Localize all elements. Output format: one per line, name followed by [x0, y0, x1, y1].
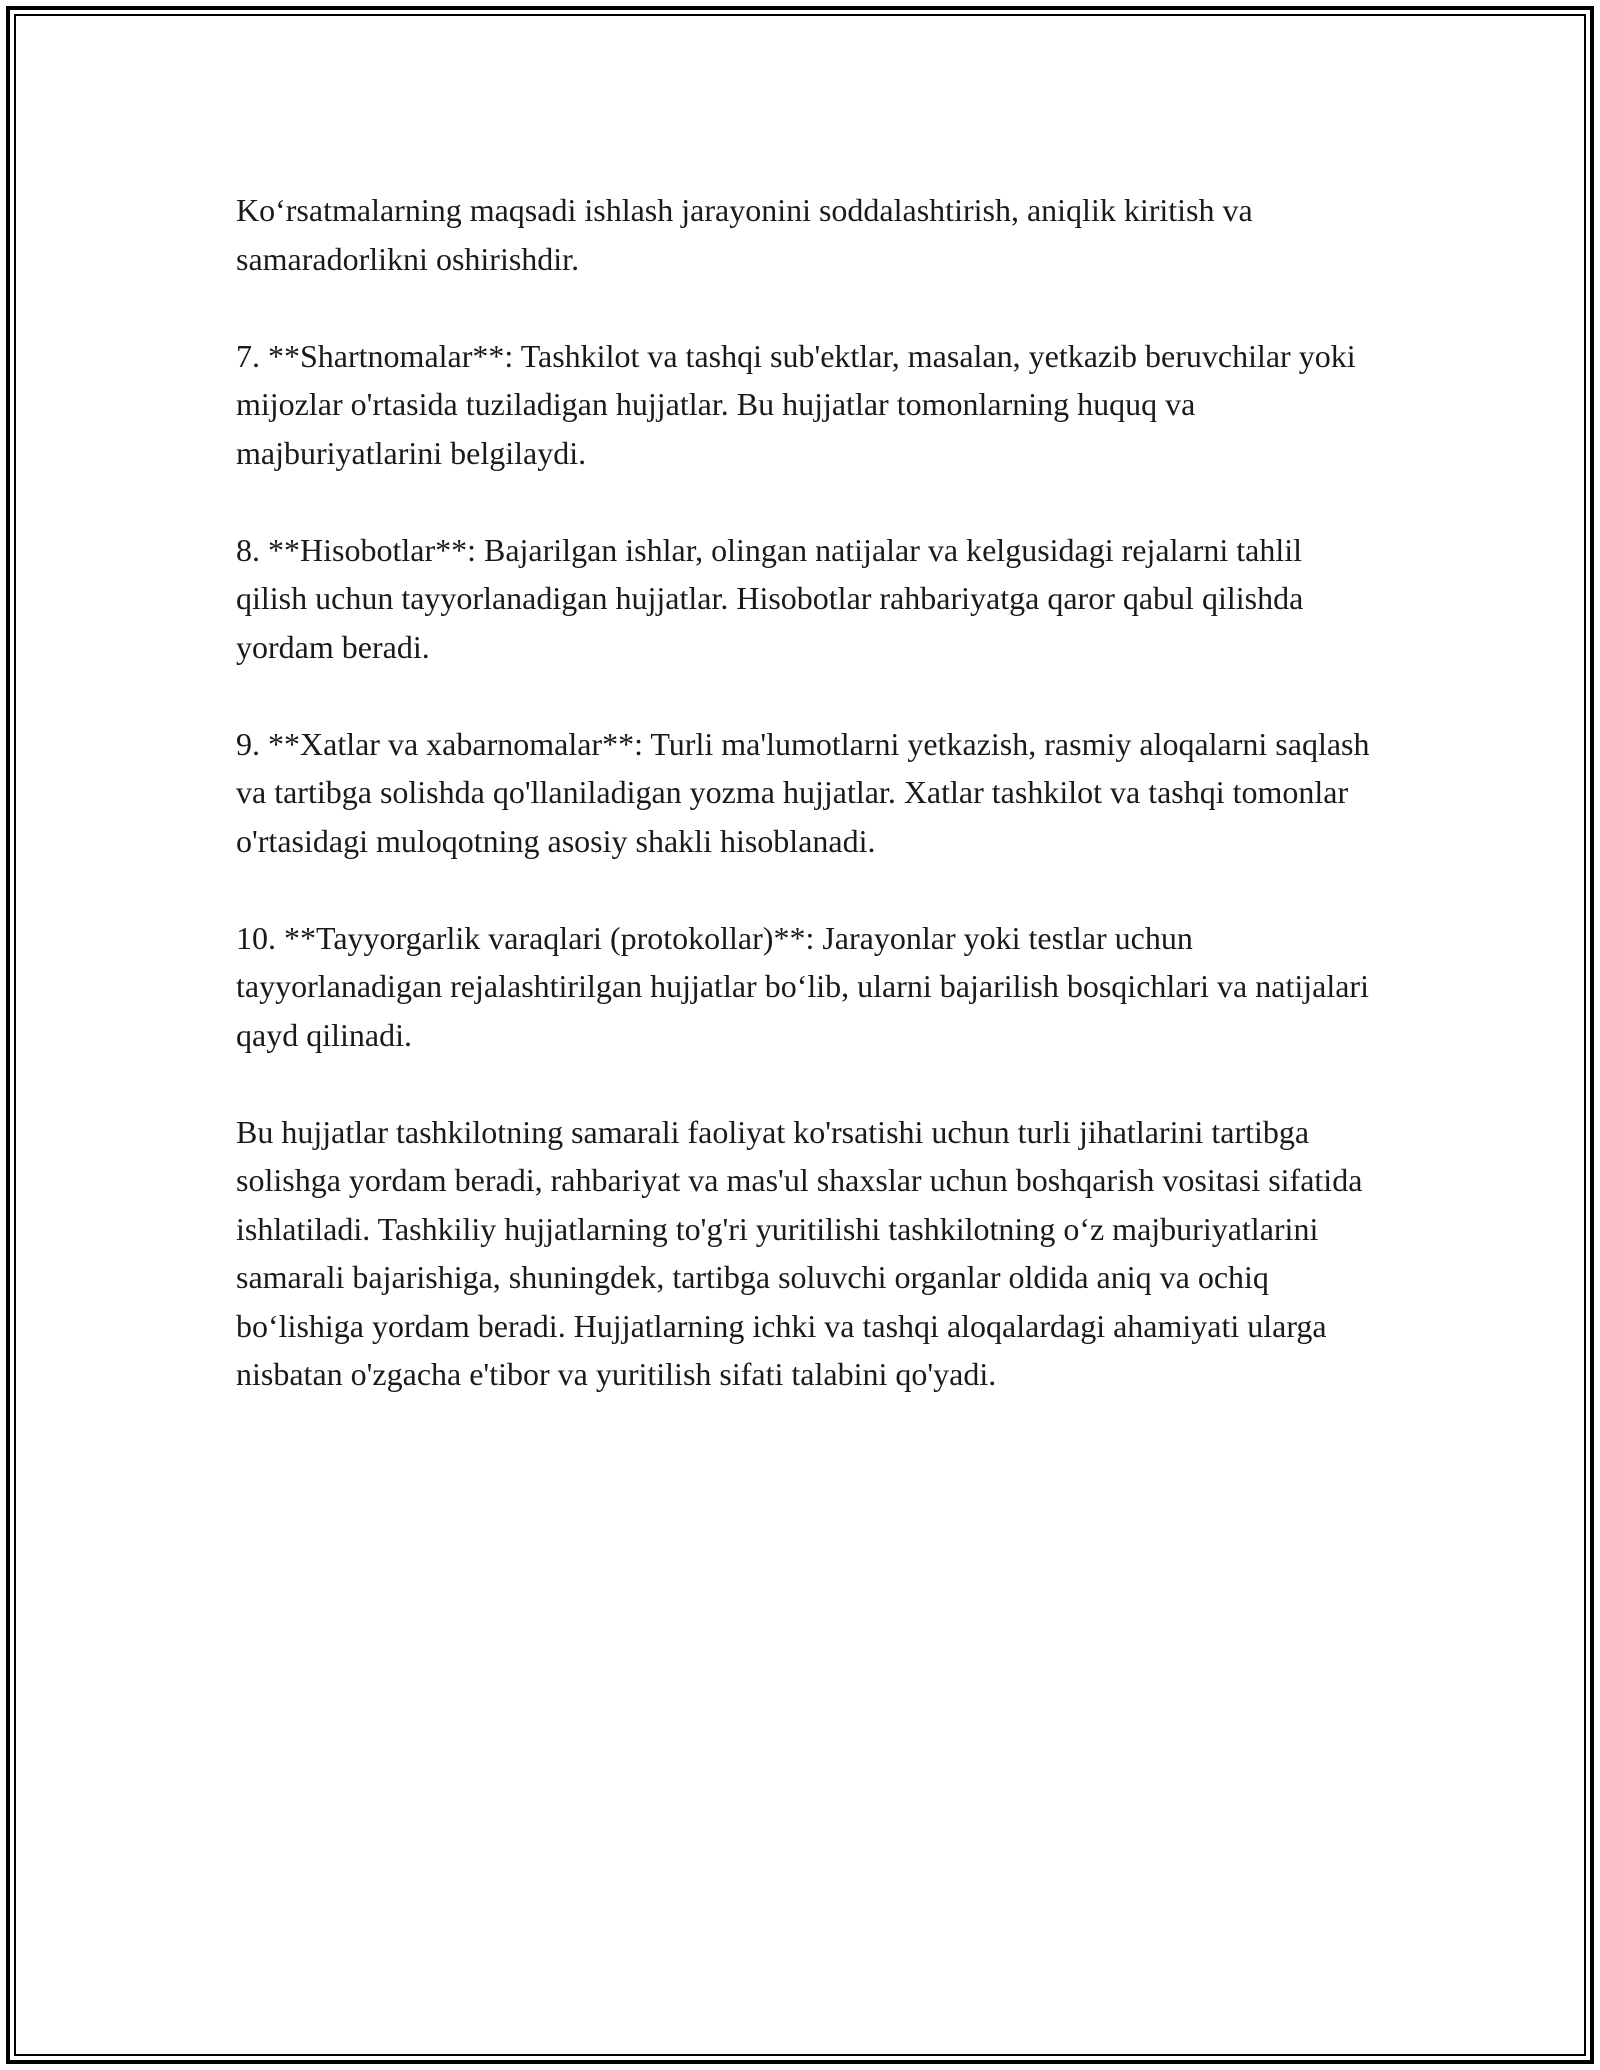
paragraph-shartnomalar: 7. **Shartnomalar**: Tashkilot va tashqi sub'ektlar, masalan, yetkazib beruvchilar yoki mijozlar o'rtasida tuziladigan hujjatlar. Bu hujjatlar tomonlarning huquq va majburiyatlarini belgilaydi. — [236, 337, 1356, 471]
paragraph-protokollar: 10. **Tayyorgarlik varaqlari (protokollar)**: Jarayonlar yoki testlar uchun tayyorlanadigan rejalashtirilgan hujjatlar bo‘lib, ularni bajarilish bosqichlari va natijalari qayd qilinadi. — [236, 919, 1369, 1053]
paragraph-xatlar: 9. **Xatlar va xabarnomalar**: Turli ma'lumotlarni yetkazish, rasmiy aloqalarni saqlash va tartibga solishda qo'llaniladigan yozma hujjatlar. Xatlar tashkilot va tashqi tomonlar o'rtasidagi muloqotning asosiy shakli hisoblanadi. — [236, 725, 1370, 859]
document-body — [236, 186, 1376, 1399]
paragraph-hisobotlar: 8. **Hisobotlar**: Bajarilgan ishlar, olingan natijalar va kelgusidagi rejalarni tahlil qilish uchun tayyorlanadigan hujjatlar. Hisobotlar rahbariyatga qaror qabul qilishda yordam beradi. — [236, 531, 1304, 665]
paragraph-intro-korsatmalar: Ko‘rsatmalarning maqsadi ishlash jarayonini soddalashtirish, aniqlik kiritish va samaradorlikni oshirishdir. — [236, 192, 1253, 277]
paragraph-conclusion: Bu hujjatlar tashkilotning samarali faoliyat ko'rsatishi uchun turli jihatlarini tartibga solishga yordam beradi, rahbariyat va mas'ul shaxslar uchun boshqarish vositasi sifatida ishlatiladi. Tashkiliy hujjatlarning to'g'ri yuritilishi tashkilotning o‘z majburiyatlarini samarali bajarishiga, shuningdek, tartibga soluvchi organlar oldida aniq va ochiq bo‘lishiga yordam beradi. Hujjatlarning ichki va tashqi aloqalardagi ahamiyati ularga nisbatan o'zgacha e'tibor va yuritilish sifati talabini qo'yadi. — [236, 1113, 1363, 1392]
